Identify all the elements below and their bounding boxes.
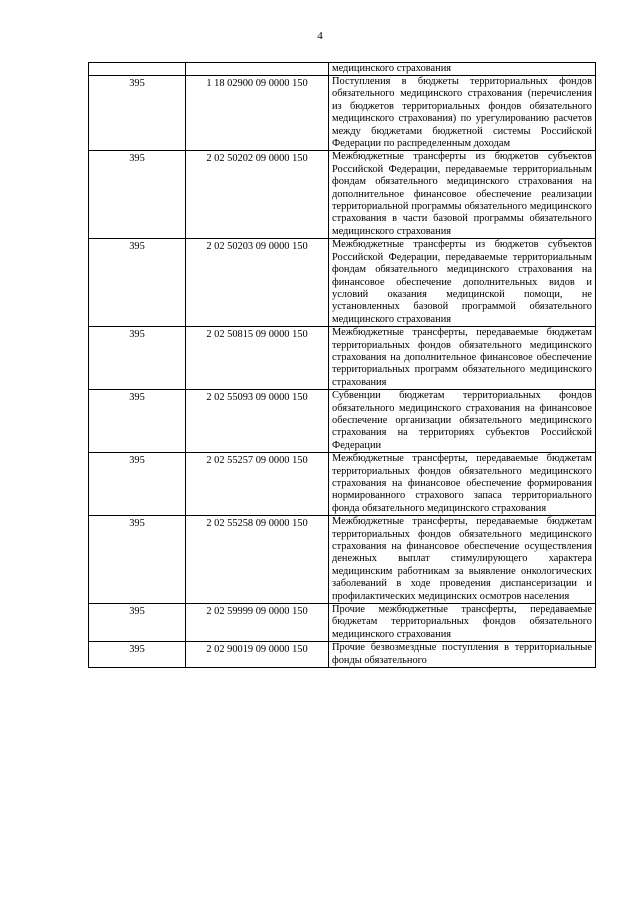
cell-description: Межбюджетные трансферты, передаваемые бюджетам территориальных фондов обязательного медицинского страхования на дополнительное финансовое обеспечение территориальных программ обязательного медицинского страхования [329, 327, 596, 390]
cell-code [186, 63, 329, 76]
table-body [89, 63, 596, 668]
table-row [89, 642, 596, 668]
cell-description: Межбюджетные трансферты из бюджетов субъектов Российской Федерации, передаваемые территориальным фондам обязательного медицинского страхования на дополнительное финансовое обеспечение реализации территориальной программы обязательного медицинского страхования в части базовой программы обязательного медицинского страхования [329, 151, 596, 239]
cell-admin [89, 63, 186, 76]
page-number: 4 [317, 30, 323, 42]
cell-description: Межбюджетные трансферты из бюджетов субъектов Российской Федерации, передаваемые территориальным фондам обязательного медицинского страхования на финансовое обеспечение дополнительных видов и условий оказания медицинской помощи, не установленных базовой программой обязательного медицинского страхования [329, 239, 596, 327]
cell-code: 1 18 02900 09 0000 150 [186, 76, 329, 151]
table-row [89, 151, 596, 239]
cell-description: Прочие межбюджетные трансферты, передаваемые бюджетам территориальных фондов обязательного медицинского страхования [329, 604, 596, 642]
cell-code: 2 02 90019 09 0000 150 [186, 642, 329, 668]
table-row [89, 327, 596, 390]
cell-admin: 395 [89, 239, 186, 327]
table-row [89, 239, 596, 327]
cell-description: Межбюджетные трансферты, передаваемые бюджетам территориальных фондов обязательного медицинского страхования на финансовое обеспечение осуществления денежных выплат стимулирующего характера медицинским работникам за выявление онкологических заболеваний в ходе проведения диспансеризации и профилактических медицинских осмотров населения [329, 516, 596, 604]
cell-code: 2 02 55257 09 0000 150 [186, 453, 329, 516]
cell-description: Поступления в бюджеты территориальных фондов обязательного медицинского страхования (перечисления из бюджетов территориальных фондов обязательного медицинского страхования) по урегулированию расчетов между бюджетами бюджетной системы Российской Федерации по распределенным доходам [329, 76, 596, 151]
cell-admin: 395 [89, 327, 186, 390]
cell-description: медицинского страхования [329, 63, 596, 76]
cell-code: 2 02 50202 09 0000 150 [186, 151, 329, 239]
table-row [89, 390, 596, 453]
cell-admin: 395 [89, 516, 186, 604]
cell-description: Субвенции бюджетам территориальных фондов обязательного медицинского страхования на финансовое обеспечение организации обязательного медицинского страхования на территориях субъектов Российской Федерации [329, 390, 596, 453]
cell-description: Межбюджетные трансферты, передаваемые бюджетам территориальных фондов обязательного медицинского страхования на финансовое обеспечение формирования нормированного страхового запаса территориального фонда обязательного медицинского страхования [329, 453, 596, 516]
cell-code: 2 02 55258 09 0000 150 [186, 516, 329, 604]
cell-admin: 395 [89, 604, 186, 642]
cell-admin: 395 [89, 453, 186, 516]
table-row [89, 76, 596, 151]
revenue-codes-table [88, 62, 596, 668]
table-row-continuation [89, 63, 596, 76]
cell-description: Прочие безвозмездные поступления в территориальные фонды обязательного [329, 642, 596, 668]
cell-admin: 395 [89, 151, 186, 239]
cell-admin: 395 [89, 76, 186, 151]
cell-admin: 395 [89, 390, 186, 453]
cell-code: 2 02 55093 09 0000 150 [186, 390, 329, 453]
cell-code: 2 02 50203 09 0000 150 [186, 239, 329, 327]
table-row [89, 604, 596, 642]
cell-code: 2 02 50815 09 0000 150 [186, 327, 329, 390]
table-row [89, 453, 596, 516]
table-row [89, 516, 596, 604]
cell-admin: 395 [89, 642, 186, 668]
cell-code: 2 02 59999 09 0000 150 [186, 604, 329, 642]
